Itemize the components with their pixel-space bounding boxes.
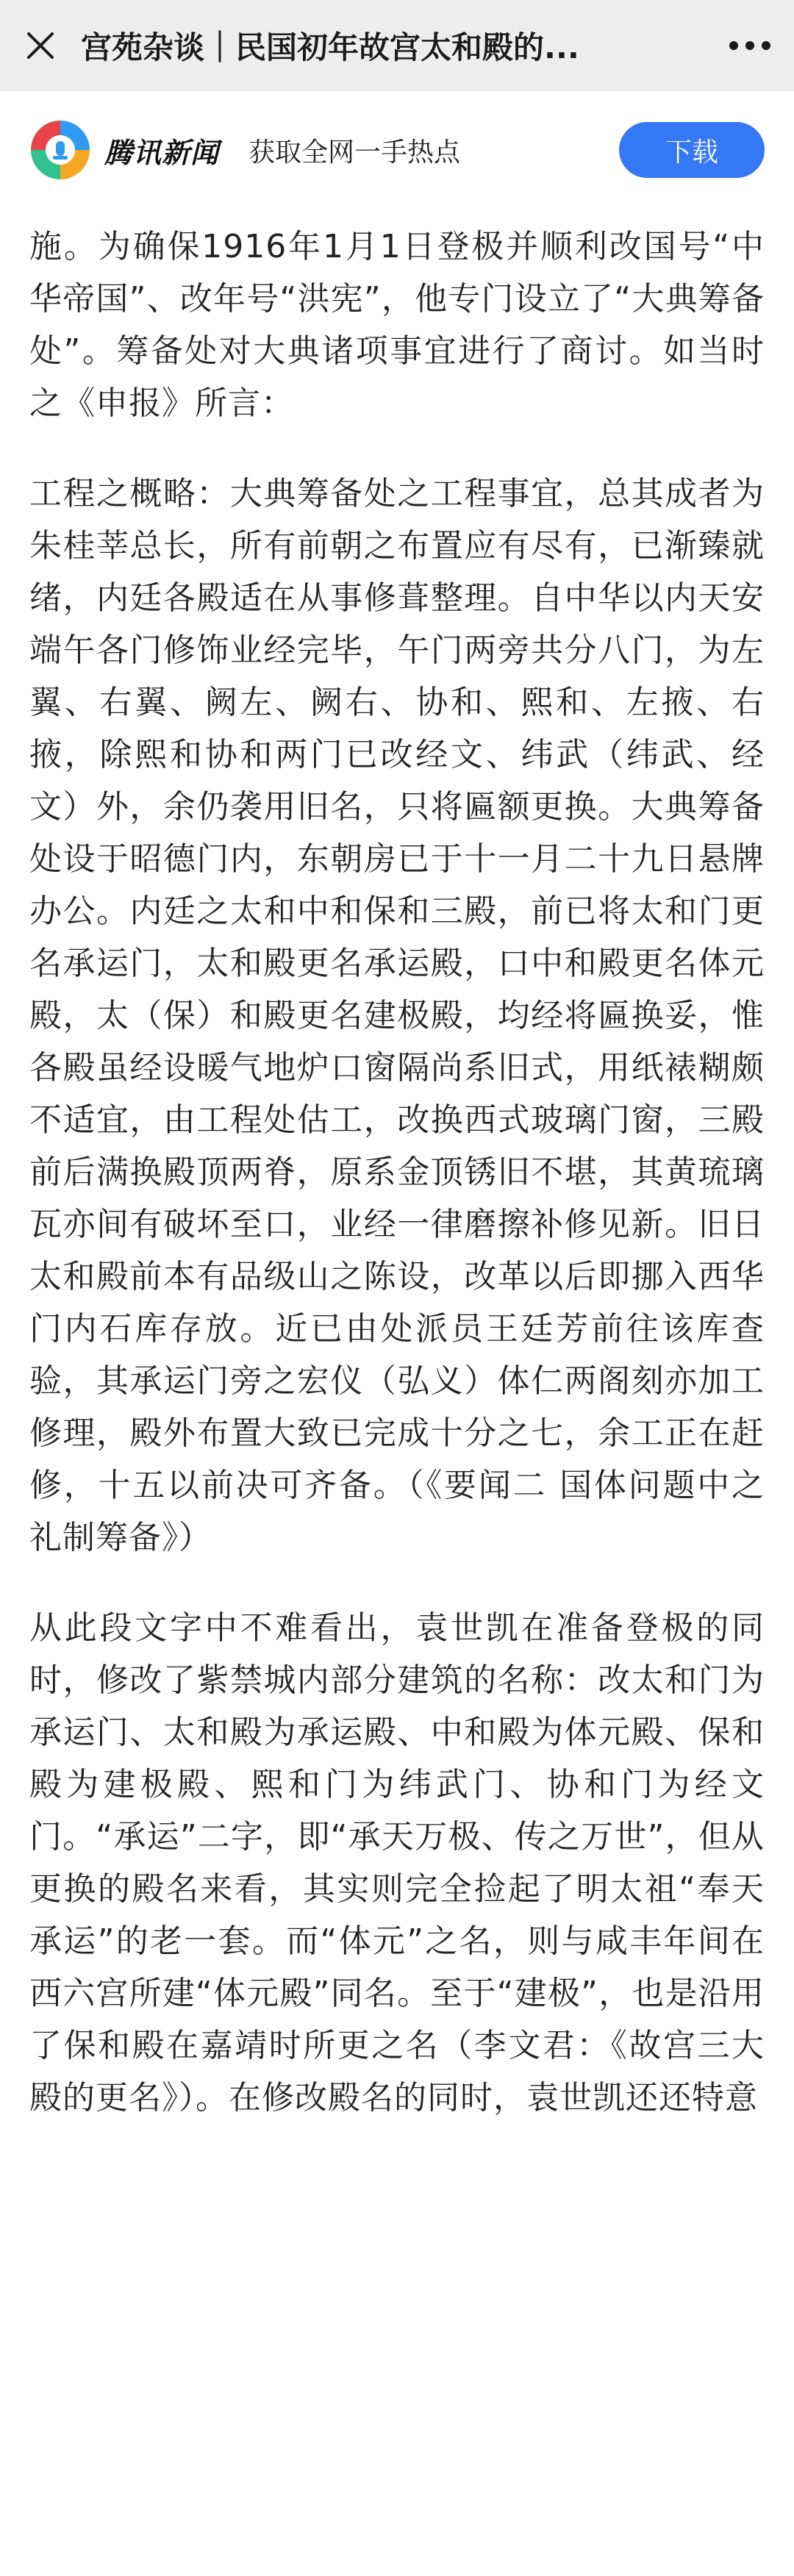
top-bar — [0, 0, 794, 91]
close-icon — [26, 31, 55, 60]
page-title: 宫苑杂谈｜民国初年故宫太和殿的... — [81, 29, 579, 65]
article-paragraph: 工程之概略：大典筹备处之工程事宜，总其成者为朱桂莘总长，所有前朝之布置应有尽有，已渐臻就绪，内廷各殿适在从事修葺整理。自中华以内天安端午各门修饰业经完毕，午门两旁共分八门，为左翼、右翼、阙左、阙右、协和、熙和、左掖、右掖，除熙和协和两门已改经文、纬武（纬武、经文）外，余仍袭用旧名，只将匾额更换。大典筹备处设于昭德门内，东朝房已于十一月二十九日悬牌办公。内廷之太和中和保和三殿，前已将太和门更名承运门，太和殿更名承运殿，口中和殿更名体元殿，太（保）和殿更名建极殿，均经将匾换妥，惟各殿虽经设暖气地炉口窗隔尚系旧式，用纸裱糊颇不适宜，由工程处估工，改换西式玻璃门窗，三殿前后满换殿顶两脊，原系金顶锈旧不堪，其黄琉璃瓦亦间有破坏至口，业经一律磨擦补修见新。旧日太和殿前本有品级山之陈设，改革以后即挪入西华门内石库存放。近已由处派员王廷芳前往该库查验，其承运门旁之宏仪（弘义）体仁两阁刻亦加工修理，殿外布置大致已完成十分之七，余工正在赶修，十五以前决可齐备。（《要闻二 国体问题中之礼制筹备》） — [29, 475, 765, 1556]
download-button[interactable]: 下载 — [619, 122, 765, 178]
app-download-banner[interactable] — [0, 91, 794, 209]
brand-name: 腾讯新闻 — [104, 136, 220, 169]
more-button[interactable] — [706, 0, 794, 91]
article-body — [29, 221, 765, 2162]
article-paragraph: 施。为确保1916年1月1日登极并顺利改国号“中华帝国”、改年号“洪宪”，他专门设立了“大典筹备处”。筹备处对大典诸项事宜进行了商讨。如当时之《申报》所言： — [29, 228, 765, 422]
tencent-news-logo-icon — [29, 119, 91, 181]
more-icon — [726, 41, 774, 50]
close-button[interactable] — [0, 0, 81, 91]
article-paragraph: 从此段文字中不难看出，袁世凯在准备登极的同时，修改了紫禁城内部分建筑的名称：改太和门为承运门、太和殿为承运殿、中和殿为体元殿、保和殿为建极殿、熙和门为纬武门、协和门为经文门。“承运”二字，即“承天万极、传之万世”，但从更换的殿名来看，其实则完全捡起了明太祖“奉天承运”的老一套。而“体元”之名，则与咸丰年间在西六宫所建“体元殿”同名。至于“建极”，也是沿用了保和殿在嘉靖时所更之名（李文君：《故宫三大殿的更名》）。在修改殿名的同时，袁世凯还还特意 — [29, 1609, 765, 2117]
banner-slogan: 获取全网一手热点 — [248, 137, 461, 168]
